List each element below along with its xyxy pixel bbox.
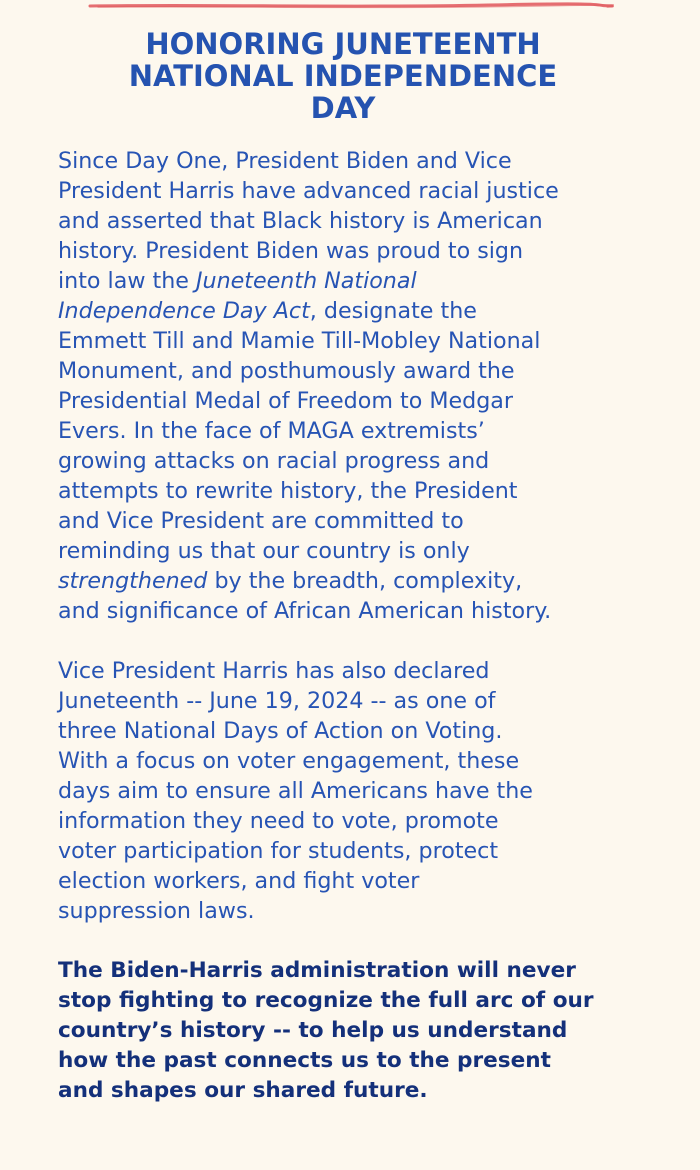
text-line [58, 356, 670, 386]
text-line [58, 236, 670, 266]
text-segment: into law the [58, 268, 196, 294]
text-segment: Juneteenth -- June 19, 2024 -- as one of [58, 688, 496, 714]
title-line: HONORING JUNETEENTH [145, 27, 541, 61]
text-segment: With a focus on voter engagement, these [58, 748, 520, 774]
text-line [58, 686, 670, 716]
text-line [58, 596, 670, 626]
title-line: NATIONAL INDEPENDENCE [128, 59, 558, 93]
text-segment: Evers. In the face of MAGA extremists’ [58, 418, 485, 444]
text-segment: and significance of African American history. [58, 598, 552, 624]
text-line [58, 896, 670, 926]
text-line [58, 266, 670, 296]
text-line [58, 476, 670, 506]
text-segment: voter participation for students, protect [58, 838, 499, 864]
text-segment: Since Day One, President Biden and Vice [58, 148, 512, 174]
text-segment: The Biden-Harris administration will never [58, 958, 576, 983]
text-segment: and asserted that Black history is American [58, 208, 543, 234]
italic-phrase: Independence Day Act [58, 298, 310, 324]
text-segment: President Harris have advanced racial justice [58, 178, 559, 204]
text-line [58, 326, 670, 356]
text-segment: reminding us that our country is only [58, 538, 470, 564]
text-line [58, 506, 670, 536]
italic-phrase: Juneteenth National [195, 268, 417, 294]
text-line [58, 956, 670, 986]
text-line [58, 986, 670, 1016]
text-segment: and Vice President are committed to [58, 508, 464, 534]
text-line [58, 386, 670, 416]
text-segment: stop fighting to recognize the full arc of our [58, 988, 594, 1013]
text-segment: Monument, and posthumously award the [58, 358, 515, 384]
text-line [58, 776, 670, 806]
text-line [58, 446, 670, 476]
paragraph-biden-harris-record [58, 146, 670, 626]
page-title [40, 28, 646, 124]
text-line [58, 746, 670, 776]
text-line [58, 656, 670, 686]
title-line: DAY [310, 91, 376, 125]
text-line [58, 716, 670, 746]
italic-phrase: strengthened [58, 568, 208, 594]
text-segment: by the breadth, complexity, [207, 568, 523, 594]
text-line [58, 176, 670, 206]
text-segment: Presidential Medal of Freedom to Medgar [58, 388, 514, 414]
text-line [58, 1016, 670, 1046]
text-segment: , designate the [309, 298, 477, 324]
text-line [58, 1046, 670, 1076]
text-segment: Vice President Harris has also declared [58, 658, 490, 684]
text-line [58, 1076, 670, 1106]
text-line [58, 206, 670, 236]
text-segment: growing attacks on racial progress and [58, 448, 490, 474]
text-segment: election workers, and fight voter [58, 868, 420, 894]
text-line [58, 866, 670, 896]
text-segment: how the past connects us to the present [58, 1048, 551, 1073]
red-brush-rule [88, 2, 614, 10]
text-line [58, 536, 670, 566]
paragraph-closing-statement [58, 956, 670, 1106]
text-line [58, 566, 670, 596]
text-segment: days aim to ensure all Americans have the [58, 778, 533, 804]
paragraph-days-of-action [58, 656, 670, 926]
text-segment: and shapes our shared future. [58, 1078, 428, 1103]
text-line [58, 416, 670, 446]
text-line [58, 146, 670, 176]
text-segment: three National Days of Action on Voting. [58, 718, 503, 744]
text-segment: history. President Biden was proud to sign [58, 238, 524, 264]
text-line [58, 296, 670, 326]
text-line [58, 806, 670, 836]
text-segment: information they need to vote, promote [58, 808, 499, 834]
text-segment: country’s history -- to help us understand [58, 1018, 568, 1043]
text-segment: suppression laws. [58, 898, 255, 924]
text-line [58, 836, 670, 866]
text-segment: attempts to rewrite history, the President [58, 478, 518, 504]
text-segment: Emmett Till and Mamie Till-Mobley National [58, 328, 541, 354]
